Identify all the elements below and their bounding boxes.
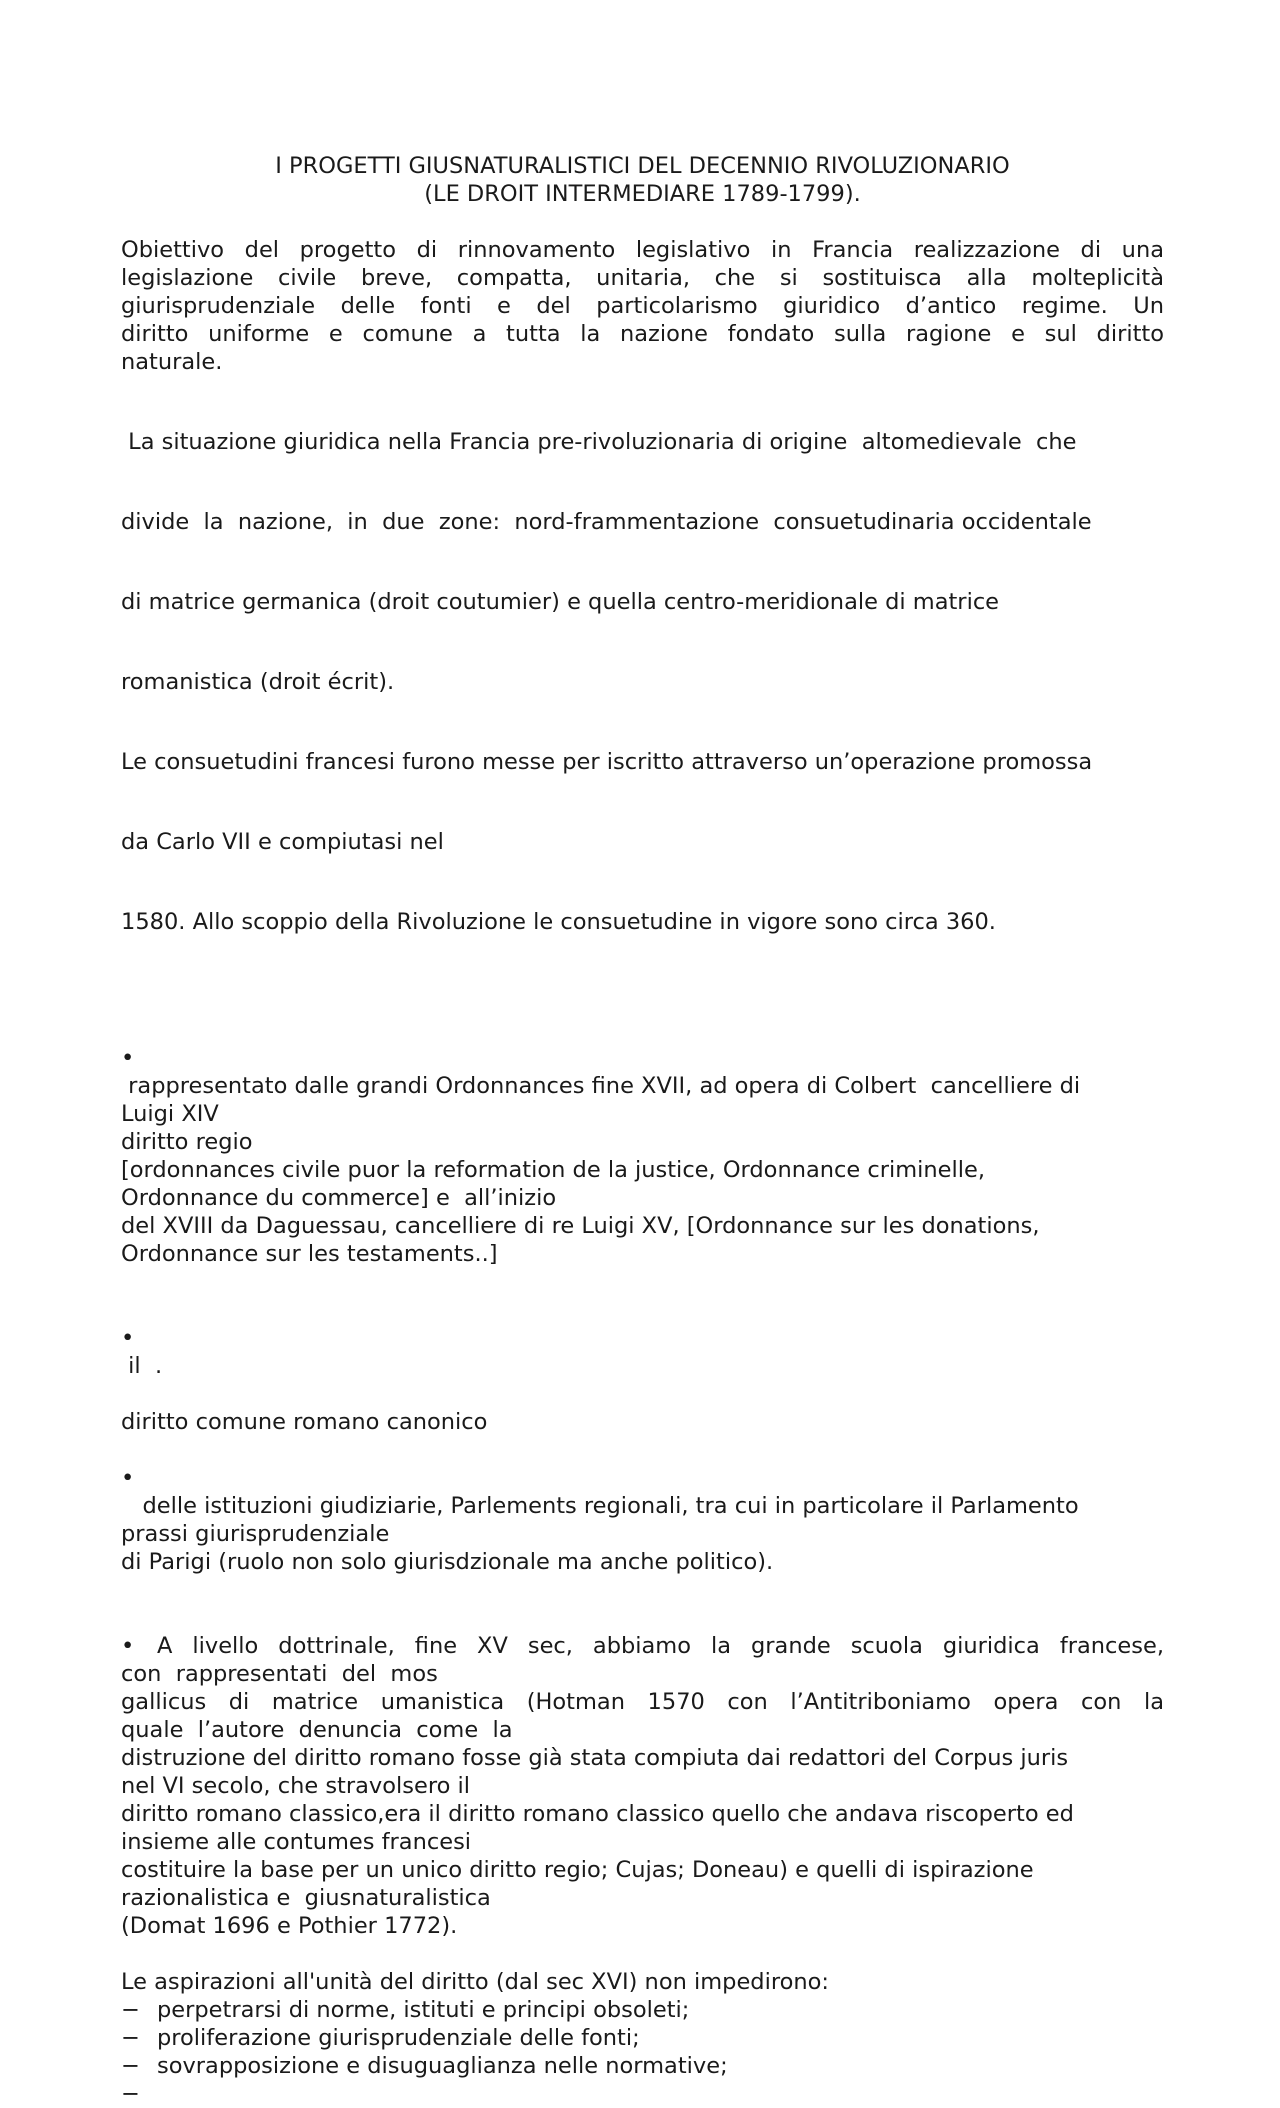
bullet-icon: •: [121, 1325, 135, 1351]
bullet-section-3: [121, 1464, 1164, 1576]
aspirations-intro: Le aspirazioni all'unità del diritto (dal sec XVI) non impedirono:: [121, 1969, 829, 1995]
bullet-line: Ordonnance sur les testaments..]: [121, 1241, 498, 1267]
situation-paragraph: [121, 376, 1164, 988]
situation-line: divide la nazione, in due zone: nord-frammentazione consuetudinaria occidentale: [121, 509, 1092, 535]
bullet-first-line: [121, 1632, 1164, 1660]
intro-line: diritto uniforme e comune a tutta la nazione fondato sulla ragione e sul diritto: [121, 321, 1164, 347]
list-item: [121, 2024, 1164, 2052]
situation-line: La situazione giuridica nella Francia pre-rivoluzionaria di origine altomedievale che: [121, 429, 1077, 455]
dash-icon: −: [121, 2025, 140, 2051]
intro-line: naturale.: [121, 349, 223, 375]
intro-line: Obiettivo del progetto di rinnovamento legislativo in Francia realizzazione di una: [121, 237, 1164, 263]
bullet-line: Luigi XIV: [121, 1101, 219, 1127]
bullet-line: del XVIII da Daguessau, cancelliere di re Luigi XV, [Ordonnance sur les donations,: [121, 1213, 1040, 1239]
bullet-line: gallicus di matrice umanistica (Hotman 1570 con l’Antitriboniamo opera con la: [121, 1689, 1164, 1715]
situation-line: 1580. Allo scoppio della Rivoluzione le consuetudine in vigore sono circa 360.: [121, 909, 996, 935]
bullet-line: delle istituzioni giudiziarie, Parlements regionali, tra cui in particolare il Parlamento: [121, 1493, 1079, 1519]
bullet-line: distruzione del diritto romano fosse già stata compiuta dai redattori del Corpus juris: [121, 1745, 1069, 1771]
bullet-line: rappresentato dalle grandi Ordonnances fine XVII, ad opera di Colbert cancelliere di: [121, 1073, 1081, 1099]
situation-line: romanistica (droit écrit).: [121, 669, 395, 695]
bullet-line: (Domat 1696 e Pothier 1772).: [121, 1913, 458, 1939]
bullet-line: costituire la base per un unico diritto regio; Cujas; Doneau) e quelli di ispirazione: [121, 1857, 1034, 1883]
document-page: [121, 152, 1164, 2108]
bullet-line: il .: [121, 1353, 163, 1379]
bullet-line: diritto comune romano canonico: [121, 1409, 488, 1435]
bullet-line: A livello dottrinale, fine XV sec, abbiamo la grande scuola giuridica francese,: [157, 1633, 1164, 1659]
bullet-icon: •: [121, 1633, 135, 1659]
bullet-section-1: [121, 1044, 1164, 1268]
aspirations-section: [121, 1968, 1164, 2108]
list-item-text: sovrapposizione e disuguaglianza nelle normative;: [157, 2053, 728, 2079]
bullet-line: insieme alle contumes francesi: [121, 1829, 472, 1855]
situation-line: Le consuetudini francesi furono messe per iscritto attraverso un’operazione promossa: [121, 749, 1093, 775]
dash-icon: −: [121, 2053, 140, 2079]
bullet-line: diritto romano classico,era il diritto romano classico quello che andava riscoperto ed: [121, 1801, 1074, 1827]
bullet-icon: •: [121, 1045, 135, 1071]
document-title-line-1: I PROGETTI GIUSNATURALISTICI DEL DECENNIO RIVOLUZIONARIO: [275, 153, 1010, 179]
bullet-line: prassi giurisprudenziale: [121, 1521, 390, 1547]
bullet-line: nel VI secolo, che stravolsero il: [121, 1773, 470, 1799]
list-item: [121, 2080, 1164, 2108]
bullet-section-2: [121, 1324, 1164, 1436]
bullet-line: di Parigi (ruolo non solo giurisdzionale ma anche politico).: [121, 1549, 774, 1575]
intro-line: giurisprudenziale delle fonti e del particolarismo giuridico d’antico regime. Un: [121, 293, 1164, 319]
intro-line: legislazione civile breve, compatta, unitaria, che si sostituisca alla molteplicità: [121, 265, 1164, 291]
bullet-line: con rappresentati del mos: [121, 1661, 438, 1687]
situation-line: da Carlo VII e compiutasi nel: [121, 829, 444, 855]
list-item-text: proliferazione giurisprudenziale delle fonti;: [157, 2025, 640, 2051]
document-title-line-2: (LE DROIT INTERMEDIARE 1789-1799).: [424, 181, 861, 207]
bullet-icon: •: [121, 1465, 135, 1491]
bullet-line: [ordonnances civile puor la reformation de la justice, Ordonnance criminelle,: [121, 1157, 986, 1183]
bullet-line: razionalistica e giusnaturalistica: [121, 1885, 491, 1911]
list-item-text: perpetrarsi di norme, istituti e principi obsoleti;: [157, 1997, 690, 2023]
list-item: [121, 1996, 1164, 2024]
intro-paragraph: [121, 236, 1164, 376]
dash-icon: −: [121, 2081, 140, 2107]
list-item: [121, 2052, 1164, 2080]
bullet-section-4: [121, 1632, 1164, 1940]
dash-icon: −: [121, 1997, 140, 2023]
bullet-line: diritto regio: [121, 1129, 253, 1155]
situation-line: di matrice germanica (droit coutumier) e quella centro-meridionale di matrice: [121, 589, 1000, 615]
bullet-line: quale l’autore denuncia come la: [121, 1717, 513, 1743]
bullet-line: Ordonnance du commerce] e all’inizio: [121, 1185, 557, 1211]
